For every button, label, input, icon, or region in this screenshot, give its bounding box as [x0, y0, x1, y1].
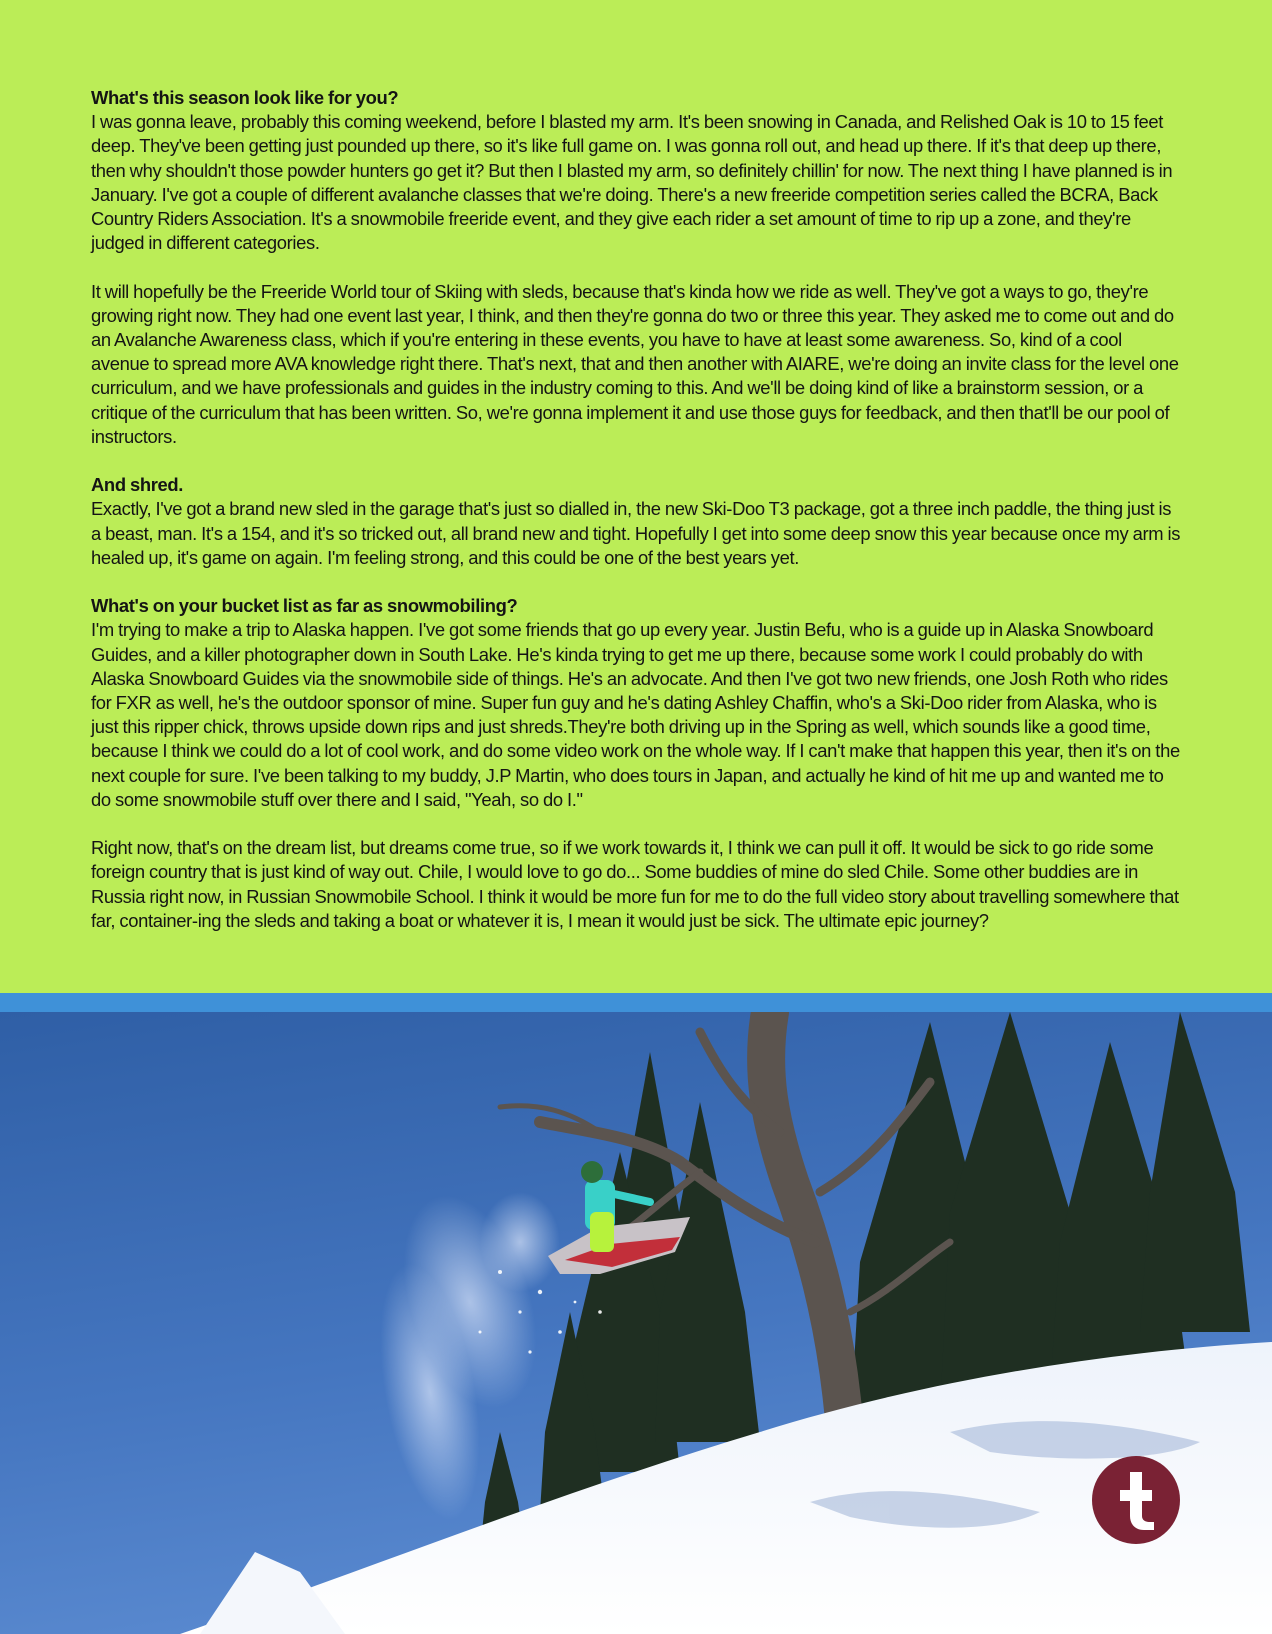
answer-bucket-list-continued: Right now, that's on the dream list, but dreams come true, so if we work towards it, I think we can pull it off. It would be sick to go ride some foreign country that is just kind of way out. Chile, I would love to go do... Some buddies of mine do sled Chile. Some other buddies are in Russia right now, in Russian Snowmobile School. I think it would be more fun for me to do the full video story about travelling somewhere that far, container-ing the sleds and taking a boat or whatever it is, I mean it would just be sick. The ultimate epic journey? [91, 837, 1179, 931]
answer-season-continued: It will hopefully be the Freeride World tour of Skiing with sleds, because that's kinda how we ride as well. They've got a ways to go, they're growing right now. They had one event last year, I think, and then they're gonna do two or three this year. They asked me to come out and do an Avalanche Awareness class, which if you're entering in these events, you have to have at least some awareness. So, kind of a cool avenue to spread more AVA knowledge right there. That's next, that and then another with AIARE, we're doing an invite class for the level one curriculum, and we have professionals and guides in the industry coming to this. And we'll be doing kind of like a brainstorm session, or a critique of the curriculum that has been written. So, we're gonna implement it and use those guys for feedback, and then that'll be our pool of instructors. [91, 280, 1179, 447]
snowmobile-jump-photo [0, 1012, 1272, 1634]
question-shred: And shred. [91, 474, 184, 496]
question-bucket-list: What's on your bucket list as far as snowmobiling? [91, 595, 518, 617]
answer-season: I was gonna leave, probably this coming weekend, before I blasted my arm. It's been snowing in Canada, and Relished Oak is 10 to 15 feet deep. They've been getting just pounded up there, so it's like full game on. I was gonna roll out, and head up there. If it's that deep up there, then why shouldn't those powder hunters go get it? But then I blasted my arm, so definitely chillin' for now. The next thing I have planned is in January. I've got a couple of different avalanche classes that we're doing. There's a new freeride competition series called the BCRA, Back Country Riders Association. It's a snowmobile freeride event, and they give each rider a set amount of time to rip up a zone, and they're judged in different categories. [91, 111, 1173, 254]
interview-article [91, 86, 1183, 933]
answer-shred: Exactly, I've got a brand new sled in the garage that's just so dialled in, the new Ski-Doo T3 package, got a three inch paddle, the thing just is a beast, man. It's a 154, and it's so tricked out, all brand new and tight. Hopefully I get into some deep snow this year because once my arm is healed up, it's game on again. I'm feeling strong, and this could be one of the best years yet. [91, 498, 1181, 568]
question-season: What's this season look like for you? [91, 87, 399, 108]
blue-divider-band [0, 993, 1272, 1012]
answer-bucket-list: I'm trying to make a trip to Alaska happen. I've got some friends that go up every year. Justin Befu, who is a guide up in Alaska Snowboard Guides, and a killer photographer down in South Lake. He's kinda trying to get me up there, because some work I could probably do with Alaska Snowboard Guides via the snowmobile side of things. He's an advocate. And then I've got two new friends, one Josh Roth who rides for FXR as well, he's the outdoor sponsor of mine. Super fun guy and he's dating Ashley Chaffin, who's a Ski-Doo rider from Alaska, who is just this ripper chick, throws upside down rips and just shreds.They're both driving up in the Spring as well, which sounds like a good time, because I think we could do a lot of cool work, and do some video work on the whole way. If I can't make that happen this year, then it's on the next couple for sure. I've been talking to my buddy, J.P Martin, who does tours in Japan, and actually he kind of hit me up and wanted me to do some snowmobile stuff over there and I said, "Yeah, so do I." [91, 619, 1180, 810]
badge-glyph [1092, 1456, 1180, 1544]
photo-illustration [0, 1012, 1272, 1634]
letter-t-logo-icon [1092, 1456, 1180, 1544]
